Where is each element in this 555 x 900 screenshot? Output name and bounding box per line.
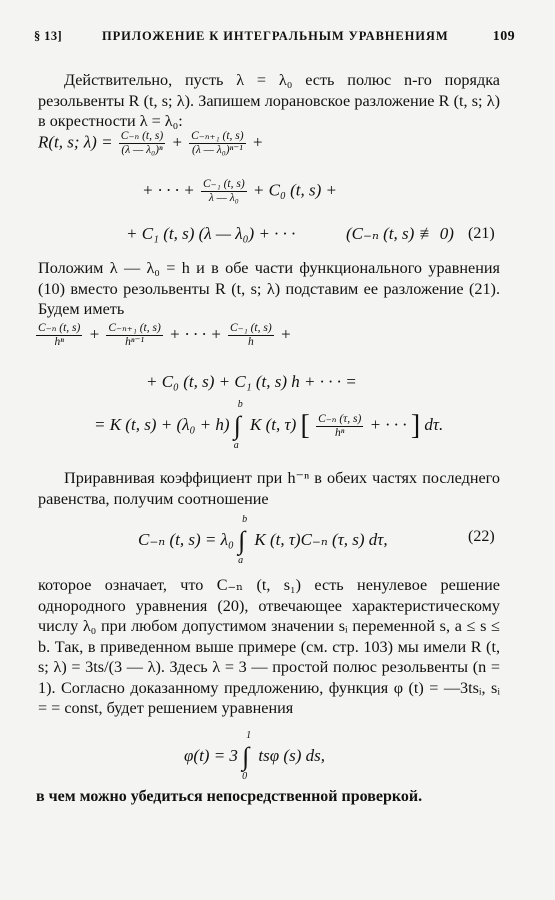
equation-21-line-1 (38, 130, 263, 157)
fraction-denominator: hⁿ⁻¹ (125, 336, 144, 348)
phi-rhs: tsφ (s) ds, (258, 745, 325, 765)
running-header (34, 27, 515, 47)
integral-lower-limit: a (233, 440, 239, 451)
sub-kernel-term: = K (t, s) + (λ₀ + h) (94, 414, 230, 434)
plus-sign: + (251, 132, 264, 152)
paragraph-1: Действительно, пусть λ = λ₀ есть полюс n-го порядка резольвенты R (t, s; λ). Запишем лорановское разложение R (t, s; λ) в окрестности λ = λ₀: (38, 71, 500, 130)
paragraph-4: которое означает, что C₋ₙ (t, s₁) есть ненулевое решение однородного уравнения (20), отвечающее характеристическому числу λ₀ при любом допустимом значении sᵢ переменной s, a ≤ s ≤ b. Так, в приведенном выше примере (см. стр. 103) мы имели R (t, s; λ) = 3ts/(3 — λ). Здесь λ = 3 — простой полюс резольвенты (n = 1). Согласно доказанному предложению, функция φ (t) = —3tsᵢ, sᵢ = = const, будет решением уравнения (38, 576, 500, 717)
page-number: 109 (492, 29, 515, 44)
substitution-line-2: + C₀ (t, s) + C₁ (t, s) h + · · · = (146, 372, 357, 391)
equation-21-line-2 (142, 178, 337, 205)
sub-dtau: dτ. (424, 414, 444, 434)
eq21-fraction-2 (189, 130, 245, 157)
fraction-numerator: C₋ₙ (τ, s) (318, 412, 362, 425)
equation-22 (138, 514, 388, 566)
plus-sign: + (279, 324, 292, 344)
fraction-numerator: C₋₁ (t, s) (202, 178, 245, 190)
fraction-numerator: C₋ₙ₊₁ (t, s) (108, 322, 161, 334)
integral-upper-limit: 1 (246, 730, 252, 741)
paragraph-3: Приравнивая коэффициент при h⁻ⁿ в обеих частях последнего равенства, получим соотношение (38, 469, 500, 508)
paragraph-5: в чем можно убедиться непосредственной проверкой. (36, 788, 423, 805)
sub-kernel: K (t, τ) (250, 414, 297, 434)
sub-fraction-1 (36, 322, 82, 349)
sub-fraction-2 (106, 322, 162, 349)
sub-dots: + · · · + (169, 324, 222, 344)
fraction-numerator: C₋ₙ (t, s) (38, 322, 81, 334)
plus-sign: + (88, 324, 101, 344)
phi-lhs: φ(t) = 3 (184, 745, 238, 765)
sub-fraction-3 (228, 322, 274, 349)
running-title: ПРИЛОЖЕНИЕ К ИНТЕГРАЛЬНЫМ УРАВНЕНИЯМ (102, 29, 449, 43)
fraction-denominator: (λ — λ₀)ⁿ (121, 144, 163, 156)
eq21-c1-term: + C₁ (t, s) (λ — λ₀) + · · · (126, 224, 296, 243)
fraction-denominator: hⁿ (54, 336, 64, 348)
equation-21-line-3 (126, 224, 295, 244)
section-ref: § 13] (34, 29, 63, 43)
equation-number-22: (22) (468, 528, 495, 545)
substitution-line-3 (94, 399, 444, 451)
substitution-line-1 (34, 322, 291, 349)
fraction-denominator: (λ — λ₀)ⁿ⁻¹ (191, 144, 243, 156)
fraction-numerator: C₋ₙ₊₁ (t, s) (191, 130, 244, 142)
equation-number-21: (21) (468, 225, 495, 242)
fraction-denominator: hⁿ (335, 426, 345, 439)
eq22-lhs: C₋ₙ (t, s) = λ₀ (138, 529, 234, 549)
sub-tail-dots: + · · · (369, 414, 407, 434)
integral-lower-limit: a (238, 555, 244, 566)
eq21-fraction-1 (119, 130, 165, 157)
integral-upper-limit: b (237, 399, 243, 410)
eq21-lhs: R(t, s; λ) = (38, 132, 113, 152)
integral-sign: ∫ b a (233, 399, 243, 451)
eq21-condition: (C₋ₙ (t, s) ≢ 0) (346, 224, 454, 243)
eq21-c0-term: + C₀ (t, s) + (252, 180, 338, 200)
fraction-denominator: h (247, 336, 254, 348)
eq21-fraction-3 (201, 178, 247, 205)
plus-sign: + (171, 132, 183, 152)
fraction-numerator: C₋₁ (t, s) (229, 322, 272, 334)
right-bracket: ] (410, 410, 421, 441)
integral-lower-limit: 0 (242, 771, 248, 782)
integral-upper-limit: b (242, 514, 248, 525)
eq22-rhs: K (t, τ)C₋ₙ (τ, s) dτ, (254, 529, 388, 549)
fraction-denominator: λ — λ₀ (208, 192, 239, 204)
sub-fraction-4 (316, 413, 363, 440)
fraction-numerator: C₋ₙ (t, s) (120, 130, 164, 142)
integral-sign: ∫ 1 0 (242, 730, 252, 782)
left-bracket: [ (300, 410, 310, 441)
paragraph-2: Положим λ — λ₀ = h и в обе части функционального уравнения (10) вместо резольвенты R (t, s; λ) подставим ее разложение (21). Будем иметь (38, 259, 500, 318)
eq21-dots: + · · · + (142, 180, 195, 200)
integral-sign: ∫ b a (238, 514, 248, 566)
phi-equation (184, 730, 325, 782)
